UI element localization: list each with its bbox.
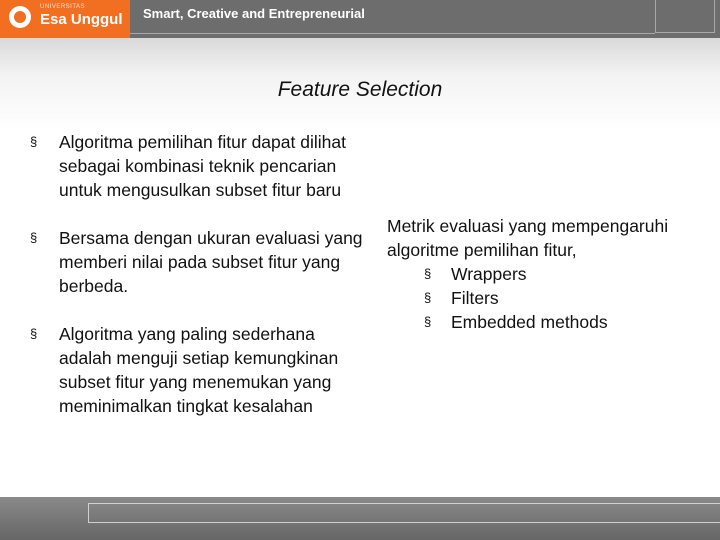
metric-item [387, 310, 707, 334]
slide-title: Feature Selection [277, 78, 443, 101]
metric-item [387, 286, 707, 310]
left-bullet-list [30, 130, 370, 442]
bullet-item [30, 130, 370, 202]
metric-item [387, 262, 707, 286]
metric-text: Filters [451, 288, 499, 308]
bullet-text: Algoritma yang paling sederhana adalah menguji setiap kemungkinan subset fitur yang menemukan yang meminimalkan tingkat kesalahan [59, 324, 339, 416]
metric-text: Wrappers [451, 264, 527, 284]
metric-text: Embedded methods [451, 312, 608, 332]
bullet-icon: § [30, 326, 38, 341]
metric-list [387, 262, 707, 334]
university-logo[interactable] [0, 0, 130, 38]
bullet-icon: § [30, 230, 38, 245]
logo-small-text: UNIVERSITAS [40, 4, 86, 10]
bullet-item [30, 226, 370, 298]
footer-frame [88, 503, 720, 523]
bullet-icon: § [424, 266, 432, 281]
header-divider [130, 33, 655, 34]
bullet-text: Algoritma pemilihan fitur dapat dilihat sebagai kombinasi teknik pencarian untuk mengusulkan subset fitur baru [59, 132, 346, 200]
logo-emblem-icon [9, 6, 31, 28]
bullet-icon: § [424, 314, 432, 329]
slide-title-wrap [0, 78, 720, 102]
right-text-block [387, 214, 707, 334]
bullet-item [30, 322, 370, 418]
logo-text: Esa Unggul [40, 11, 123, 28]
header-bar [0, 0, 720, 38]
right-intro: Metrik evaluasi yang mempengaruhi algoritme pemilihan fitur, [387, 216, 669, 260]
bullet-text: Bersama dengan ukuran evaluasi yang memberi nilai pada subset fitur yang berbeda. [59, 228, 363, 296]
bullet-icon: § [30, 134, 38, 149]
tagline: Smart, Creative and Entrepreneurial [143, 6, 365, 21]
bullet-icon: § [424, 290, 432, 305]
header-frame [655, 0, 715, 33]
